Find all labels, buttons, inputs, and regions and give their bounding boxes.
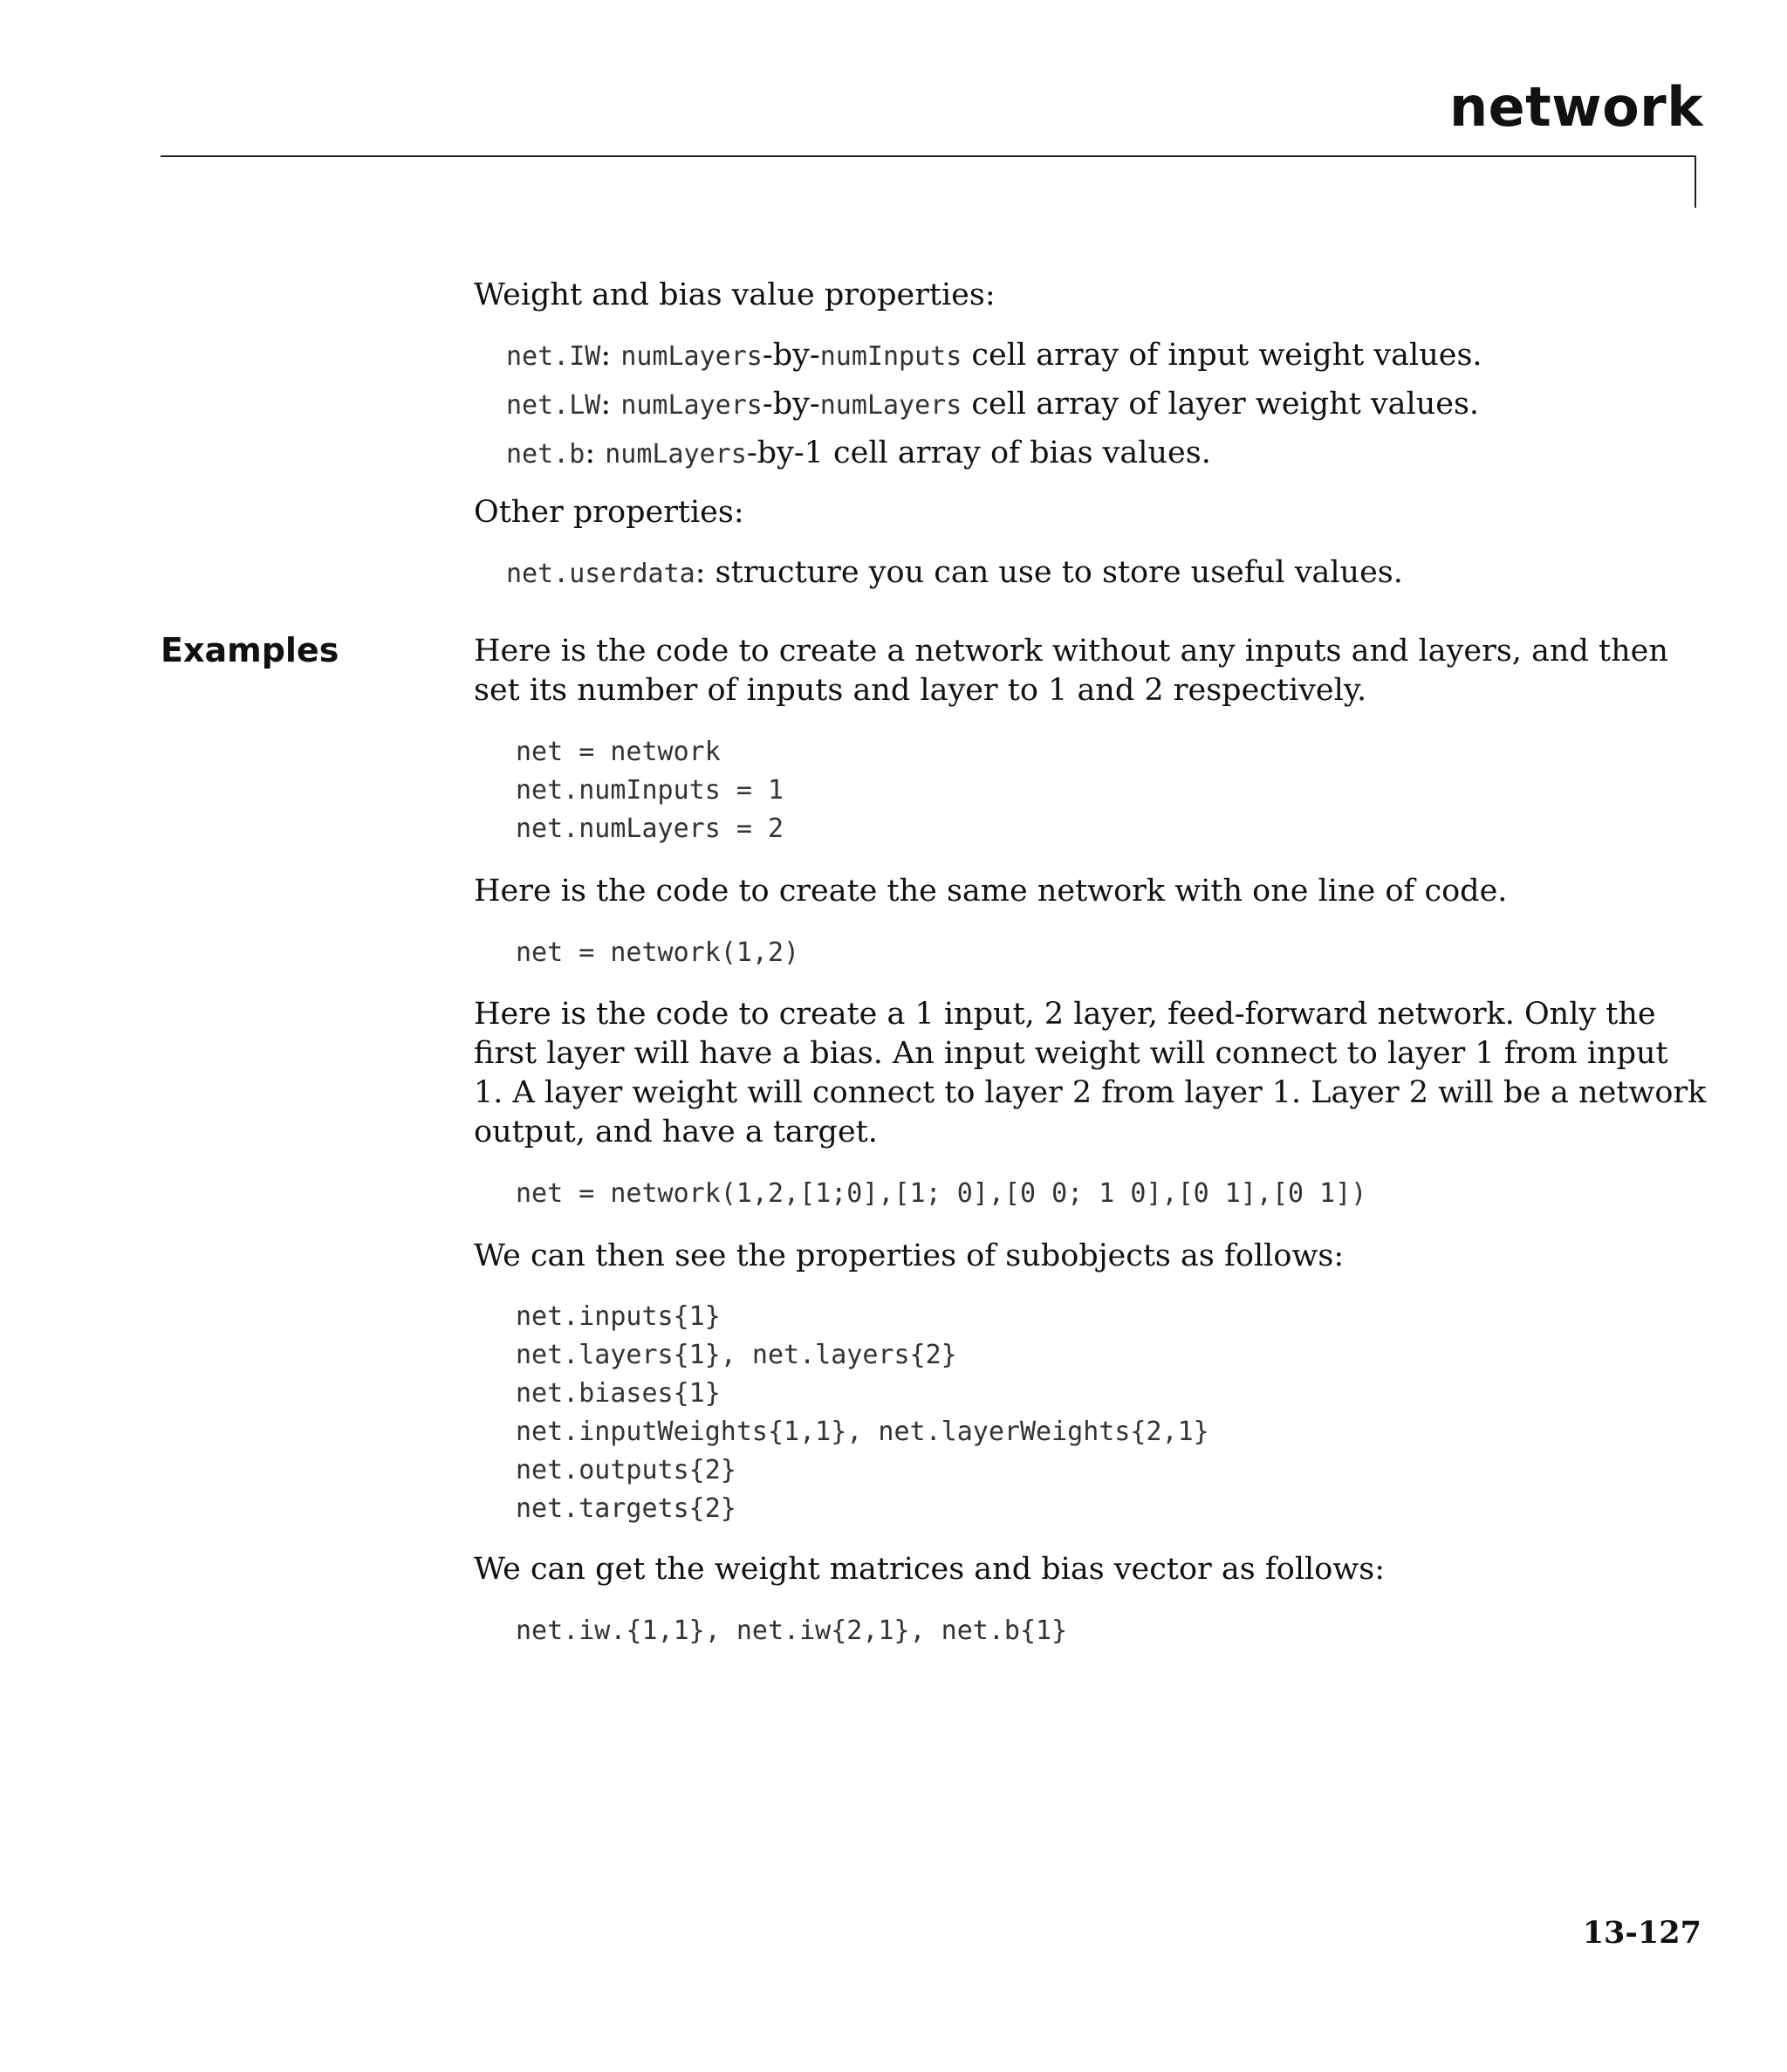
code-line: net.layers{1}, net.layers{2} bbox=[516, 1340, 957, 1370]
code-line: net = network bbox=[516, 737, 721, 767]
property-iw: net.IW: numLayers-by-numInputs cell array of input weight values. bbox=[506, 338, 1482, 373]
header-rule-tick bbox=[1695, 155, 1696, 208]
examples-text-4: We can then see the properties of subobjects as follows: bbox=[474, 1238, 1345, 1273]
section-label-examples: Examples bbox=[161, 631, 339, 669]
code-line: net.numInputs = 1 bbox=[516, 775, 784, 806]
page-number: 13-127 bbox=[1582, 1915, 1701, 1951]
property-userdata: net.userdata: structure you can use to store useful values. bbox=[506, 555, 1403, 590]
property-lw: net.LW: numLayers-by-numLayers cell array of layer weight values. bbox=[506, 387, 1480, 422]
property-name: net.LW bbox=[506, 390, 601, 421]
code-line: net = network(1,2,[1;0],[1; 0],[0 0; 1 0],[0 1],[0 1]) bbox=[516, 1178, 1367, 1209]
property-name: net.b bbox=[506, 439, 585, 470]
code-line: net.targets{2} bbox=[516, 1493, 736, 1524]
code-line: net.iw.{1,1}, net.iw{2,1}, net.b{1} bbox=[516, 1616, 1068, 1646]
examples-text-3-line-4: output, and have a target. bbox=[474, 1115, 878, 1149]
examples-intro-line-1: Here is the code to create a network without any inputs and layers, and then bbox=[474, 634, 1668, 669]
property-name: net.IW bbox=[506, 341, 601, 372]
code-line: net.numLayers = 2 bbox=[516, 813, 784, 844]
examples-text-3-line-2: first layer will have a bias. An input weight will connect to layer 1 from input bbox=[474, 1036, 1668, 1071]
examples-intro-line-2: set its number of inputs and layer to 1 and 2 respectively. bbox=[474, 673, 1367, 708]
code-block-1 bbox=[516, 733, 784, 848]
code-line: net.inputWeights{1,1}, net.layerWeights{2,1} bbox=[516, 1417, 1209, 1447]
code-line: net.outputs{2} bbox=[516, 1455, 736, 1485]
other-properties-heading: Other properties: bbox=[474, 495, 744, 530]
header-rule bbox=[161, 155, 1696, 157]
code-block-3 bbox=[516, 1175, 1366, 1213]
code-line: net.biases{1} bbox=[516, 1378, 721, 1409]
page-title: network bbox=[1448, 75, 1703, 139]
code-block-5 bbox=[516, 1612, 1067, 1650]
examples-text-3-line-1: Here is the code to create a 1 input, 2 layer, feed-forward network. Only the bbox=[474, 997, 1656, 1032]
code-block-2 bbox=[516, 934, 799, 972]
property-b: net.b: numLayers-by-1 cell array of bias values. bbox=[506, 436, 1211, 470]
code-block-4 bbox=[516, 1298, 1209, 1528]
weight-bias-heading: Weight and bias value properties: bbox=[474, 278, 996, 312]
code-line: net = network(1,2) bbox=[516, 937, 800, 968]
examples-text-2: Here is the code to create the same network with one line of code. bbox=[474, 874, 1508, 909]
code-line: net.inputs{1} bbox=[516, 1301, 721, 1332]
examples-text-5: We can get the weight matrices and bias vector as follows: bbox=[474, 1552, 1386, 1587]
examples-text-3-line-3: 1. A layer weight will connect to layer 2 from layer 1. Layer 2 will be a network bbox=[474, 1075, 1707, 1110]
property-name: net.userdata bbox=[506, 559, 695, 589]
